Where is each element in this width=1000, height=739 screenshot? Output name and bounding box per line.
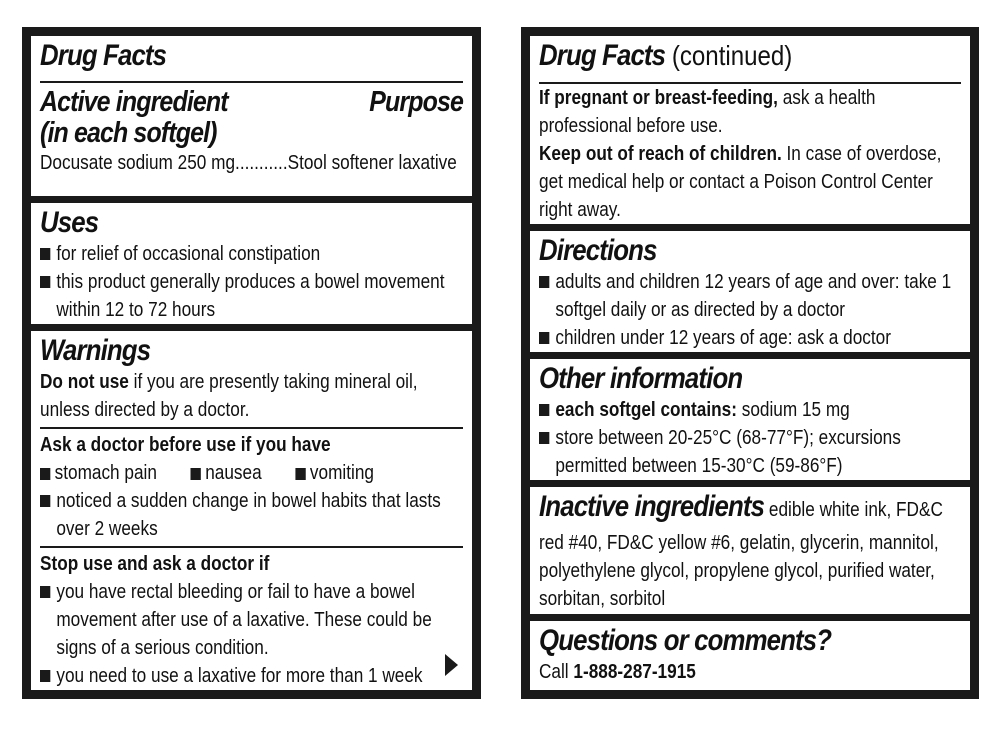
directions-item: children under 12 years of age: ask a doctor: [539, 324, 902, 352]
purpose-heading: Purpose: [369, 86, 463, 118]
bullet-square-icon: [539, 276, 549, 288]
inactive-ingredients-first-line: Inactive ingredients edible white ink, FD&C: [539, 490, 943, 523]
drug-facts-panel-left: [22, 27, 481, 699]
active-ingredient-heading: Active ingredient: [40, 86, 228, 118]
bullet-square-icon: [191, 468, 201, 480]
ask-doctor-heading: Ask a doctor before use if you have: [40, 434, 331, 456]
other-info-item: store between 20-25°C (68-77°F); excursions: [539, 424, 902, 452]
pregnancy-line: If pregnant or breast-feeding, ask a health: [539, 87, 876, 109]
directions-section: [530, 231, 970, 352]
ingredient-line: Docusate sodium 250 mg...........Stool softener laxative: [40, 152, 457, 174]
uses-item-continued: within 12 to 72 hours: [56, 299, 216, 321]
inactive-ingredients-line: sorbitan, sorbitol: [539, 588, 666, 610]
uses-heading: Uses: [40, 206, 99, 239]
bullet-square-icon: [40, 468, 50, 480]
other-info-item: each softgel contains: sodium 15 mg: [539, 396, 902, 424]
ask-doctor-item-continued: over 2 weeks: [56, 518, 158, 540]
phone-line: Call 1-888-287-1915: [539, 661, 696, 683]
directions-item: adults and children 12 years of age and over: take 1: [539, 268, 902, 296]
other-info-item-continued: permitted between 15-30°C (59-86°F): [555, 455, 843, 477]
bullet-square-icon: [295, 468, 305, 480]
other-information-section: [530, 359, 970, 480]
inactive-ingredients-line: red #40, FD&C yellow #6, gelatin, glycerin, mannitol,: [539, 532, 939, 554]
keep-out-line-3: right away.: [539, 199, 621, 221]
bullet-square-icon: [40, 586, 50, 598]
bullet-square-icon: [539, 404, 549, 416]
ask-doctor-symptom-row: stomach pain nausea vomiting: [40, 459, 404, 487]
stop-use-item-continued: movement after use of a laxative. These could be: [56, 609, 432, 631]
drug-facts-panel-right: [521, 27, 979, 699]
stop-use-item: you have rectal bleeding or fail to have a bowel: [40, 578, 404, 606]
inactive-ingredients-section: [530, 487, 970, 614]
directions-heading: Directions: [539, 234, 657, 267]
bullet-square-icon: [40, 495, 50, 507]
active-ingredient-subheading: (in each softgel): [40, 117, 217, 149]
uses-section: [31, 203, 472, 324]
drug-facts-title: Drug Facts: [40, 39, 167, 72]
uses-item: this product generally produces a bowel movement: [40, 268, 404, 296]
questions-section: [530, 621, 970, 690]
inactive-ingredients-heading: Inactive ingredients: [539, 490, 765, 523]
phone-number: 1-888-287-1915: [573, 661, 696, 683]
ask-doctor-item: noticed a sudden change in bowel habits that lasts: [40, 487, 404, 515]
warnings-section: [31, 331, 472, 690]
other-information-heading: Other information: [539, 362, 743, 395]
uses-item: for relief of occasional constipation: [40, 240, 404, 268]
continue-arrow-icon: [445, 654, 458, 676]
bullet-square-icon: [539, 332, 549, 344]
do-not-use-line-2: unless directed by a doctor.: [40, 399, 250, 421]
bullet-square-icon: [40, 248, 50, 260]
keep-out-line-2: get medical help or contact a Poison Control Center: [539, 171, 933, 193]
divider: [40, 546, 463, 548]
bullet-square-icon: [40, 670, 50, 682]
divider: [40, 427, 463, 429]
questions-heading: Questions or comments?: [539, 624, 832, 657]
inactive-ingredients-line: polyethylene glycol, propylene glycol, purified water,: [539, 560, 935, 582]
warnings-heading: Warnings: [40, 334, 151, 367]
directions-item-continued: softgel daily or as directed by a doctor: [555, 299, 846, 321]
divider: [40, 81, 463, 83]
stop-use-heading: Stop use and ask a doctor if: [40, 553, 270, 575]
active-ingredient-section: [31, 36, 472, 196]
keep-out-line: Keep out of reach of children. In case of overdose,: [539, 143, 942, 165]
stop-use-item: you need to use a laxative for more than 1 week: [40, 662, 404, 690]
drug-facts-continued-title: Drug Facts (continued): [539, 39, 793, 72]
stop-use-item-continued: signs of a serious condition.: [56, 637, 269, 659]
do-not-use-line: Do not use if you are presently taking mineral oil,: [40, 371, 418, 393]
bullet-square-icon: [40, 276, 50, 288]
general-warnings-section: [530, 36, 970, 224]
pregnancy-line-2: professional before use.: [539, 115, 723, 137]
bullet-square-icon: [539, 432, 549, 444]
active-ingredient-header: [40, 87, 463, 149]
